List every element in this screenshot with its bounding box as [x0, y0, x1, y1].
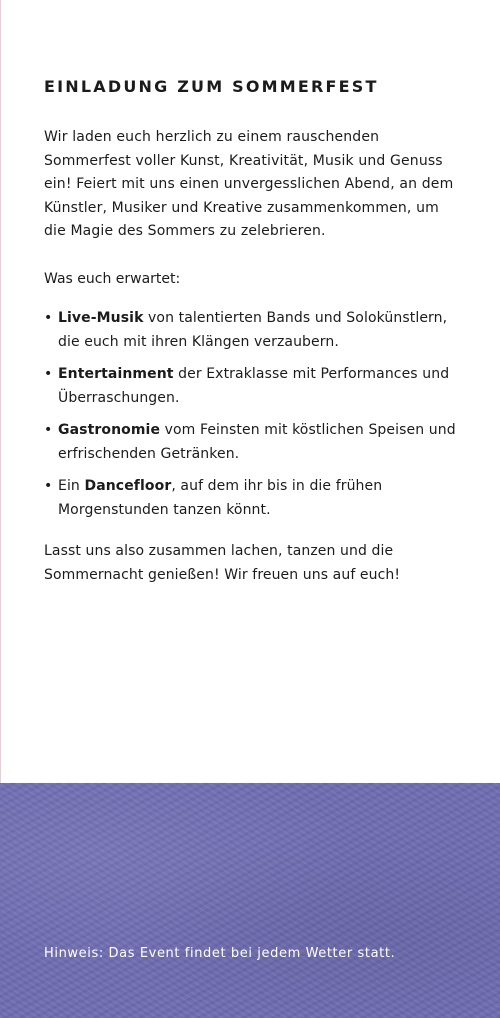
list-item: [44, 475, 464, 522]
weather-notice: Hinweis: Das Event findet bei jedem Wetter statt.: [44, 946, 396, 961]
highlights-list: [44, 307, 464, 522]
bullet-icon: •: [44, 478, 53, 494]
list-item-text: , auf dem ihr bis in die frühen Morgenstunden tanzen könnt.: [58, 478, 383, 518]
list-item-prefix: Ein: [58, 478, 85, 494]
intro-paragraph: Wir laden euch herzlich zu einem rauschenden Sommerfest voller Kunst, Kreativität, Musik und Genuss ein! Feiert mit uns einen unvergesslichen Abend, an dem Künstler, Musiker und Kreative zusammenkommen, um die Magie des Sommers zu zelebrieren.: [44, 129, 454, 239]
expectations-heading: Was euch erwartet:: [44, 270, 181, 287]
bullet-icon: •: [44, 422, 53, 438]
list-item: [44, 363, 464, 410]
invitation-content: [44, 76, 464, 587]
list-item-highlight: Live-Musik: [58, 310, 144, 326]
bullet-icon: •: [44, 310, 53, 326]
bullet-icon: •: [44, 366, 53, 382]
list-item-text: vom Feinsten mit köstlichen Speisen und erfrischenden Getränken.: [58, 422, 456, 462]
list-item: [44, 307, 464, 354]
list-item-text: von talentierten Bands und Solokünstlern, die euch mit ihren Klängen verzaubern.: [58, 310, 448, 350]
list-item-highlight: Dancefloor: [84, 478, 172, 494]
list-item: [44, 419, 464, 466]
page-title: EINLADUNG ZUM SOMMERFEST: [44, 77, 379, 96]
edge-accent-line: [0, 0, 1, 783]
footer-band: [0, 783, 500, 1018]
closing-paragraph: Lasst uns also zusammen lachen, tanzen und die Sommernacht genießen! Wir freuen uns auf euch!: [44, 543, 401, 583]
list-item-text: der Extraklasse mit Performances und Überraschungen.: [58, 366, 450, 406]
list-item-highlight: Gastronomie: [58, 422, 161, 438]
list-item-highlight: Entertainment: [58, 366, 174, 382]
